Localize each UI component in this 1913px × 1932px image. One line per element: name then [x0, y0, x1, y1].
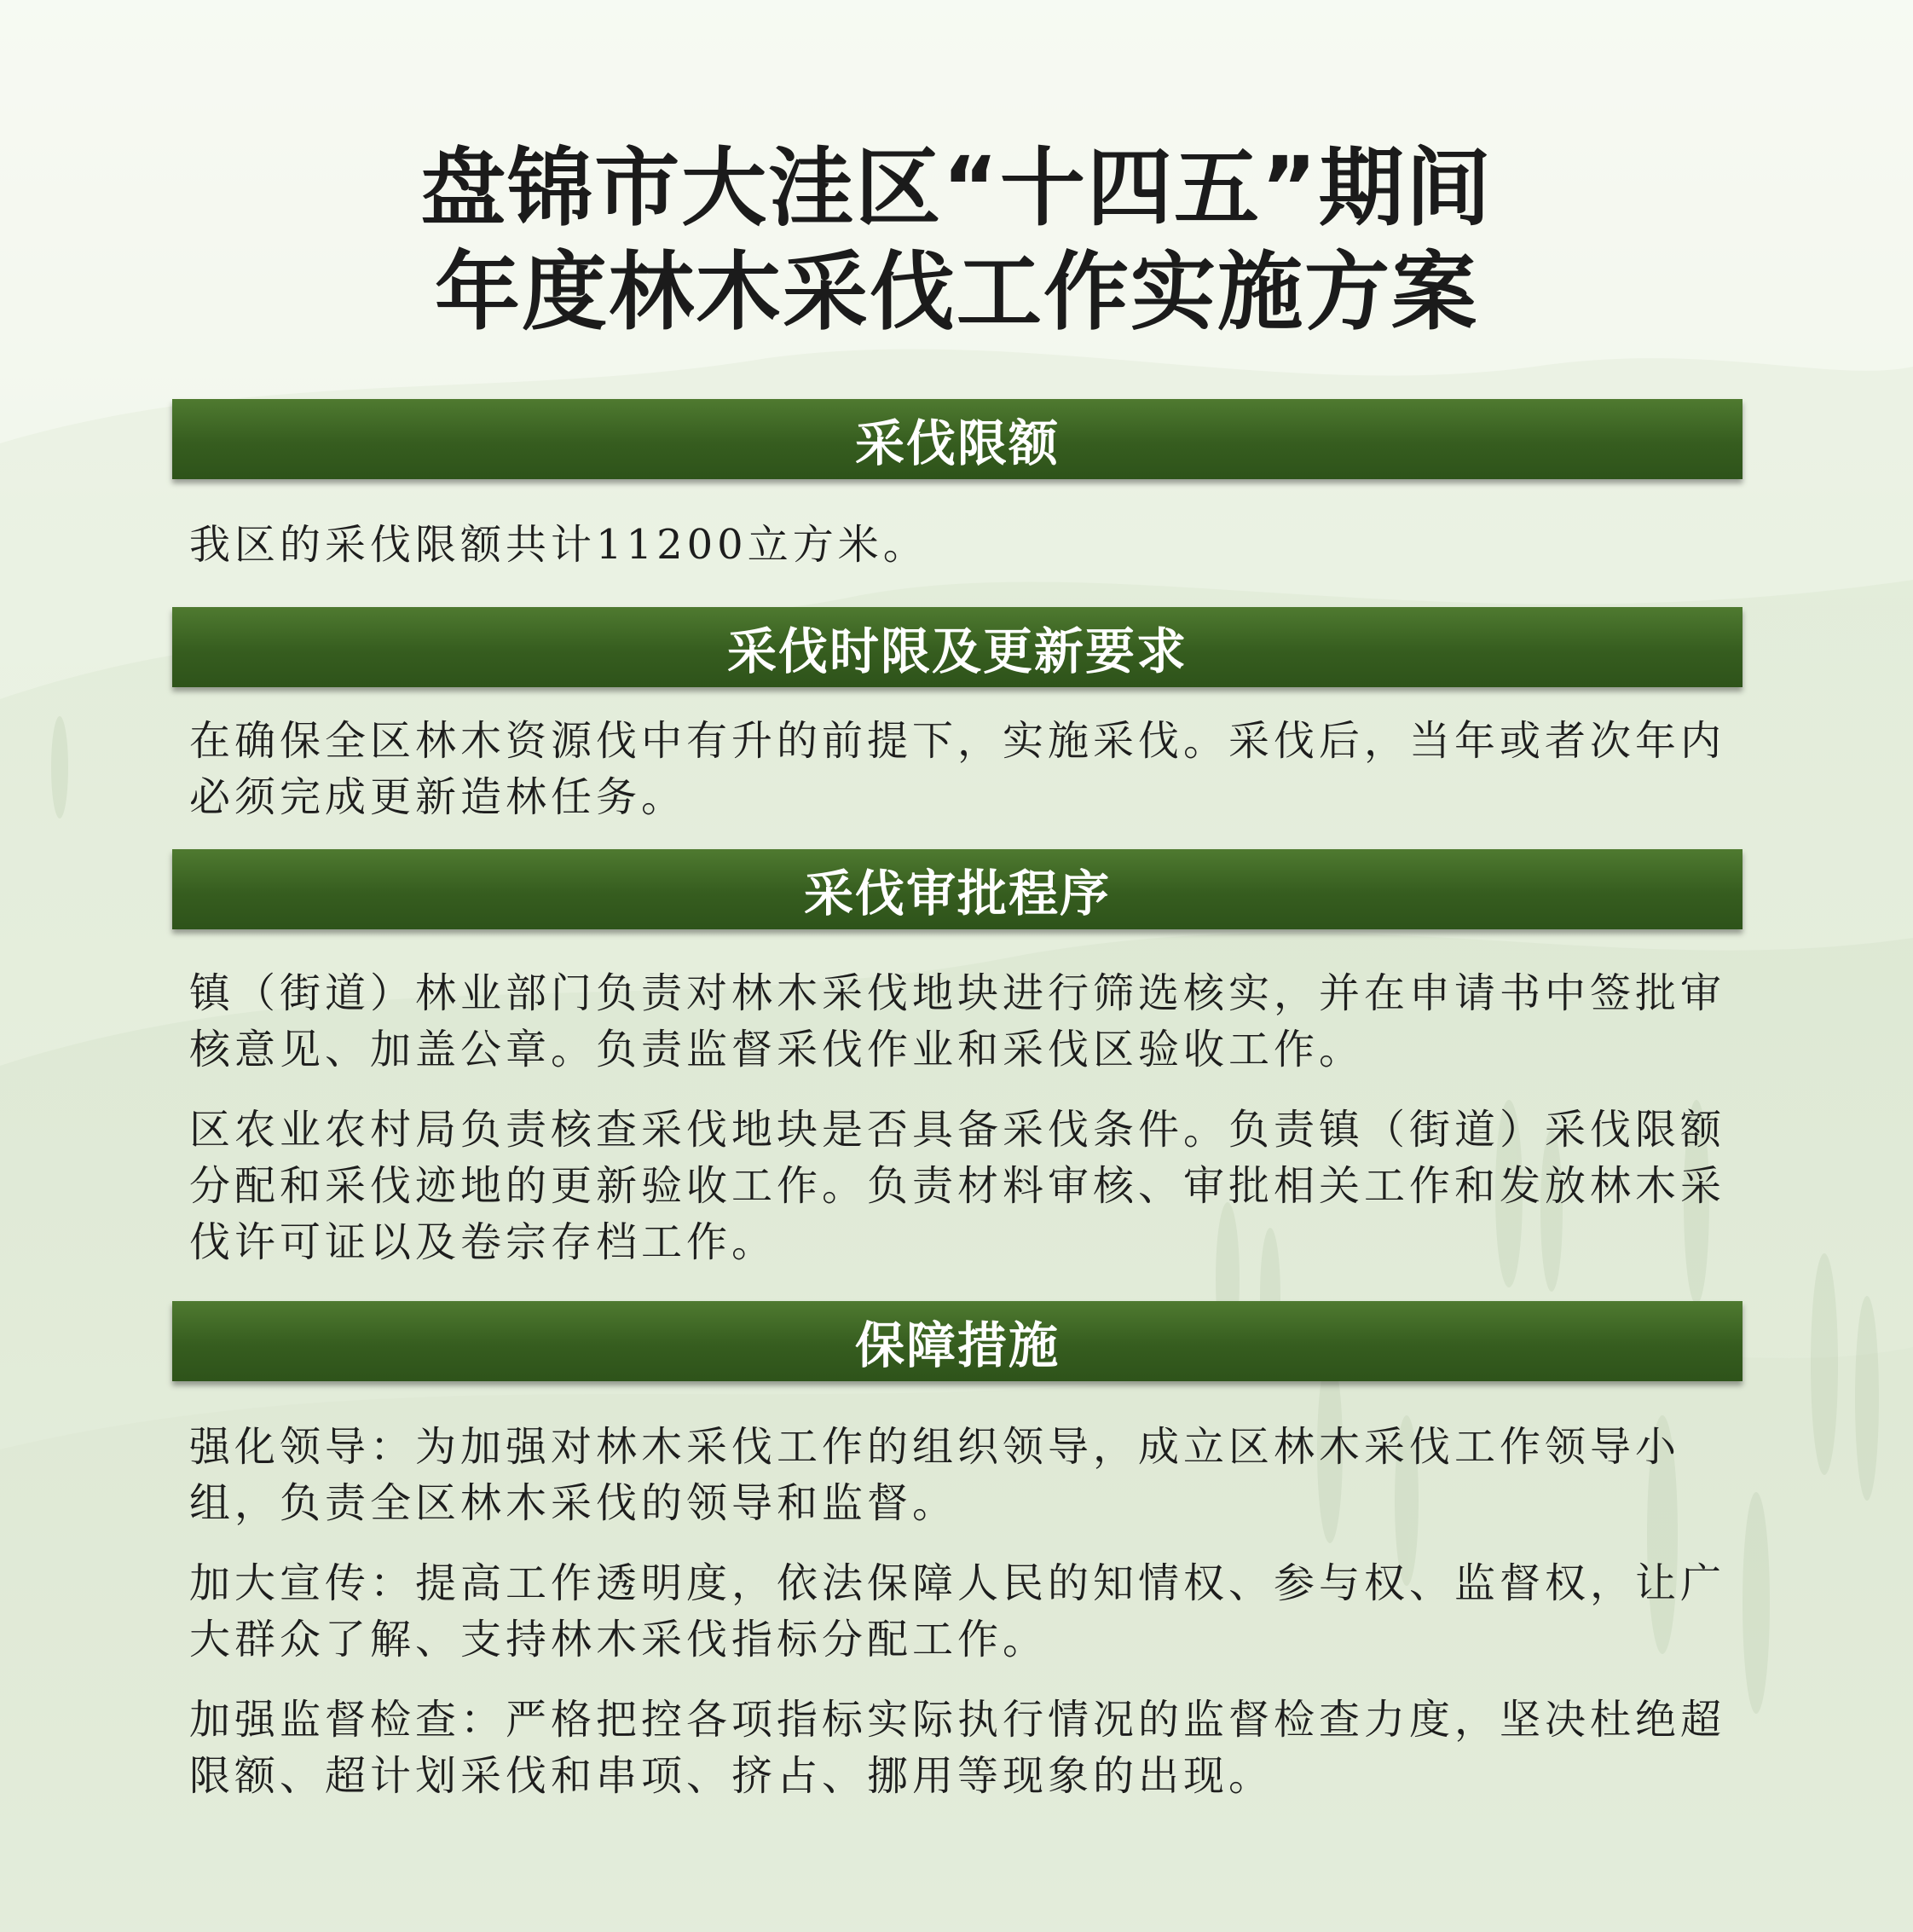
section-header-approval: 采伐审批程序: [172, 849, 1743, 929]
page-title: [0, 136, 1913, 344]
section-header-quota: 采伐限额: [172, 399, 1743, 479]
section-header-safeguards: 保障措施: [172, 1301, 1743, 1381]
paragraph-approval-town: 镇（街道）林业部门负责对林木采伐地块进行筛选核实，并在申请书中签批审核意见、加盖公章。负责监督采伐作业和采伐区验收工作。: [189, 969, 1726, 1073]
paragraph-safeguard-publicity: 加大宣传：提高工作透明度，依法保障人民的知情权、参与权、监督权，让广大群众了解、支持林木采伐指标分配工作。: [189, 1559, 1726, 1663]
page-title-line-1: 盘锦市大洼区“十四五”期间: [420, 138, 1493, 238]
paragraph-approval-bureau: 区农业农村局负责核查采伐地块是否具备采伐条件。负责镇（街道）采伐限额分配和采伐迹地的更新验收工作。负责材料审核、审批相关工作和发放林木采伐许可证以及卷宗存档工作。: [189, 1106, 1726, 1266]
paragraph-time-limit: 在确保全区林木资源伐中有升的前提下，实施采伐。采伐后，当年或者次年内必须完成更新造林任务。: [189, 717, 1726, 821]
paragraph-quota: 我区的采伐限额共计11200立方米。: [189, 521, 928, 569]
paragraph-safeguard-leadership: 强化领导：为加强对林木采伐工作的组织领导，成立区林木采伐工作领导小组，负责全区林木采伐的领导和监督。: [189, 1423, 1681, 1527]
paragraph-safeguard-supervision: 加强监督检查：严格把控各项指标实际执行情况的监督检查力度，坚决杜绝超限额、超计划采伐和串项、挤占、挪用等现象的出现。: [189, 1696, 1726, 1800]
page-title-line-2: 年度林木采伐工作实施方案: [435, 242, 1478, 342]
section-header-time-limit: 采伐时限及更新要求: [172, 607, 1743, 687]
